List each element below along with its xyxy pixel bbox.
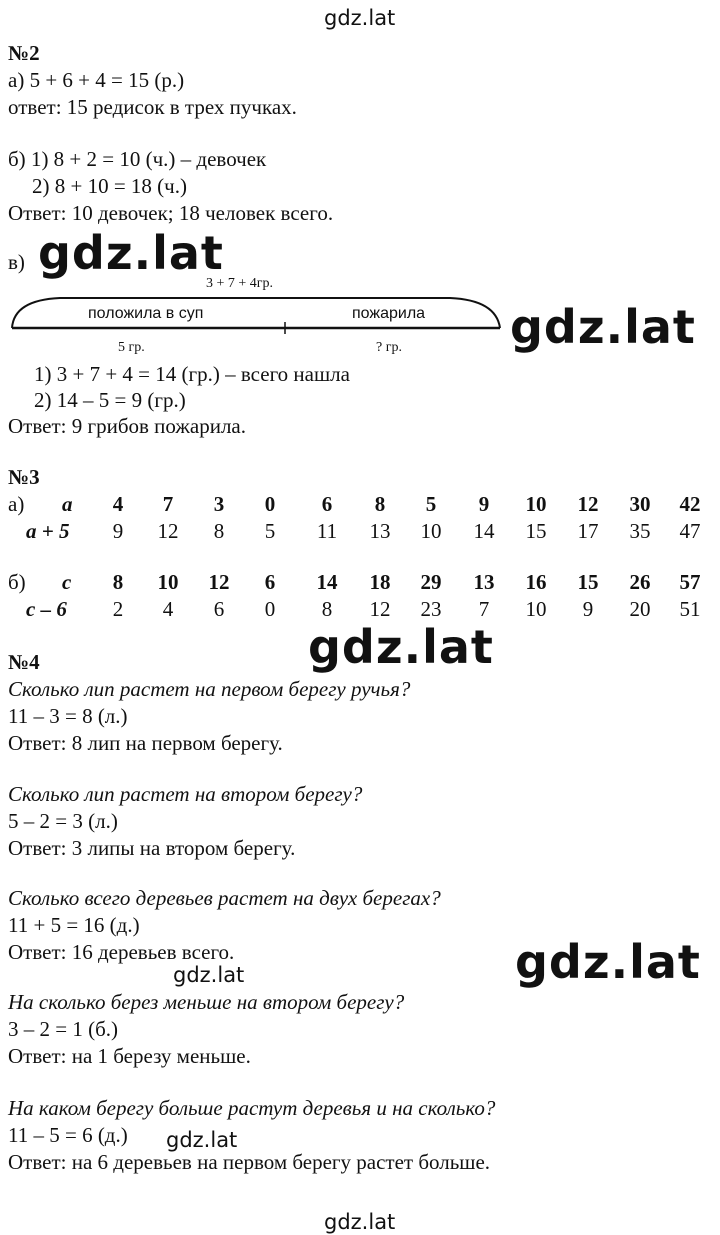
task-3a-variable: a: [62, 492, 73, 516]
table-3a-value-cell: 42: [679, 492, 701, 516]
table-3b-value-cell: 12: [208, 570, 230, 594]
task-3-title: №3: [8, 465, 40, 489]
task-4-question-5: На каком берегу больше растут деревья и на сколько?: [8, 1096, 496, 1120]
table-3a-value-cell: 0: [264, 492, 276, 516]
table-3a-result-cell: 47: [679, 519, 701, 543]
table-3a-result-cell: 17: [577, 519, 599, 543]
task-2b-equation-2: 2) 8 + 10 = 18 (ч.): [32, 174, 187, 198]
task-2-title: №2: [8, 41, 40, 65]
table-3a-result-cell: 35: [629, 519, 651, 543]
table-3b-result-cell: 20: [629, 597, 651, 621]
task-2b-answer: Ответ: 10 девочек; 18 человек всего.: [8, 201, 334, 225]
table-3a-value-cell: 5: [425, 492, 437, 516]
task-4-answer-3: Ответ: 16 деревьев всего.: [8, 940, 235, 964]
table-3b-value-cell: 13: [473, 570, 495, 594]
table-3b-value-cell: 14: [316, 570, 338, 594]
task-2v-equation-2: 2) 14 – 5 = 9 (гр.): [34, 388, 186, 412]
diagram-brace: [12, 298, 500, 328]
task-3b-variable: c: [62, 570, 72, 594]
table-3a-result-cell: 10: [420, 519, 442, 543]
table-3a-result-cell: 11: [316, 519, 338, 543]
watermark-bottom: gdz.lat: [324, 1210, 396, 1234]
table-3b-value-cell: 15: [577, 570, 599, 594]
task-3b-label: б): [8, 570, 26, 594]
table-3b-value-cell: 29: [420, 570, 442, 594]
table-3a-value-cell: 30: [629, 492, 651, 516]
table-3a-result-cell: 8: [213, 519, 225, 543]
task-4-equation-4: 3 – 2 = 1 (б.): [8, 1017, 119, 1041]
table-3b-value-cell: 16: [525, 570, 547, 594]
task-4-equation-3: 11 + 5 = 16 (д.): [8, 913, 140, 937]
watermark-large-4: gdz.lat: [515, 935, 701, 989]
table-3a-value-cell: 9: [478, 492, 490, 516]
task-4-answer-2: Ответ: 3 липы на втором берегу.: [8, 836, 296, 860]
task-2a-equation: 5 + 6 + 4 = 15 (р.): [29, 68, 185, 92]
watermark-large-1: gdz.lat: [38, 226, 224, 280]
table-3b-value-cell: 8: [112, 570, 124, 594]
task-2b-equation-1: 1) 8 + 2 = 10 (ч.) – девочек: [30, 147, 267, 171]
table-3a-result-cell: 12: [157, 519, 179, 543]
task-4-answer-5: Ответ: на 6 деревьев на первом берегу растет больше.: [8, 1150, 491, 1174]
table-3a-value-cell: 7: [162, 492, 174, 516]
table-3b-result-cell: 10: [525, 597, 547, 621]
task-2a-row: [8, 68, 184, 92]
watermark-small-2: gdz.lat: [166, 1128, 238, 1152]
table-3a-value-cell: 12: [577, 492, 599, 516]
table-3b-result-cell: 23: [420, 597, 442, 621]
diagram-top-label: 3 + 7 + 4гр.: [206, 276, 274, 291]
table-3a-result-cell: 15: [525, 519, 547, 543]
task-3a-expression: a + 5: [26, 519, 70, 543]
task-4-question-1: Сколько лип растет на первом берегу ручья?: [8, 677, 411, 701]
table-3b-result-cell: 51: [679, 597, 701, 621]
task-2v-equation-1: 1) 3 + 7 + 4 = 14 (гр.) – всего нашла: [34, 362, 350, 386]
table-3b-result-cell: 2: [112, 597, 124, 621]
table-3a-result-cell: 5: [264, 519, 276, 543]
table-3a-result-cell: 9: [112, 519, 124, 543]
table-3a-result-cell: 13: [369, 519, 391, 543]
task-2a-label: а): [8, 68, 25, 92]
task-4-answer-1: Ответ: 8 лип на первом берегу.: [8, 731, 283, 755]
table-3b-result-cell: 0: [264, 597, 276, 621]
table-3b-result-cell: 4: [162, 597, 174, 621]
table-3b-result-cell: 8: [321, 597, 333, 621]
task-4-question-3: Сколько всего деревьев растет на двух берегах?: [8, 886, 441, 910]
task-2b-label: б): [8, 147, 26, 171]
task-4-title: №4: [8, 650, 40, 674]
table-3b-result-cell: 6: [213, 597, 225, 621]
watermark-large-3: gdz.lat: [308, 620, 494, 674]
diagram-left-segment-label: положила в суп: [88, 305, 204, 322]
table-3a-value-cell: 4: [112, 492, 124, 516]
table-3b-result-cell: 12: [369, 597, 391, 621]
table-3b-value-cell: 10: [157, 570, 179, 594]
task-2v-answer: Ответ: 9 грибов пожарила.: [8, 414, 247, 438]
diagram-left-below: 5 гр.: [118, 340, 145, 355]
task-4-equation-1: 11 – 3 = 8 (л.): [8, 704, 128, 728]
watermark-large-2: gdz.lat: [510, 300, 696, 354]
task-2b-row1: [8, 147, 266, 171]
watermark-top: gdz.lat: [324, 6, 396, 30]
table-3b-value-cell: 57: [679, 570, 701, 594]
table-3b-value-cell: 18: [369, 570, 391, 594]
table-3b-result-cell: 9: [582, 597, 594, 621]
task-4-question-2: Сколько лип растет на втором берегу?: [8, 782, 363, 806]
task-2v-label: в): [8, 250, 25, 274]
table-3b-value-cell: 6: [264, 570, 276, 594]
table-3a-result-cell: 14: [473, 519, 495, 543]
segment-diagram: [0, 288, 520, 348]
diagram-right-below: ? гр.: [376, 340, 402, 355]
task-3b-expression: c – 6: [26, 597, 67, 621]
watermark-small-1: gdz.lat: [173, 963, 245, 987]
task-4-answer-4: Ответ: на 1 березу меньше.: [8, 1044, 251, 1068]
task-2a-answer: ответ: 15 редисок в трех пучках.: [8, 95, 297, 119]
table-3b-result-cell: 7: [478, 597, 490, 621]
table-3b-value-cell: 26: [629, 570, 651, 594]
task-4-equation-2: 5 – 2 = 3 (л.): [8, 809, 118, 833]
table-3a-value-cell: 8: [374, 492, 386, 516]
table-3a-value-cell: 3: [213, 492, 225, 516]
table-3a-value-cell: 10: [525, 492, 547, 516]
table-3a-value-cell: 6: [321, 492, 333, 516]
task-3a-label: а): [8, 492, 25, 516]
diagram-right-segment-label: пожарила: [352, 305, 426, 322]
task-4-question-4: На сколько берез меньше на втором берегу?: [8, 990, 405, 1014]
task-4-equation-5: 11 – 5 = 6 (д.): [8, 1123, 128, 1147]
